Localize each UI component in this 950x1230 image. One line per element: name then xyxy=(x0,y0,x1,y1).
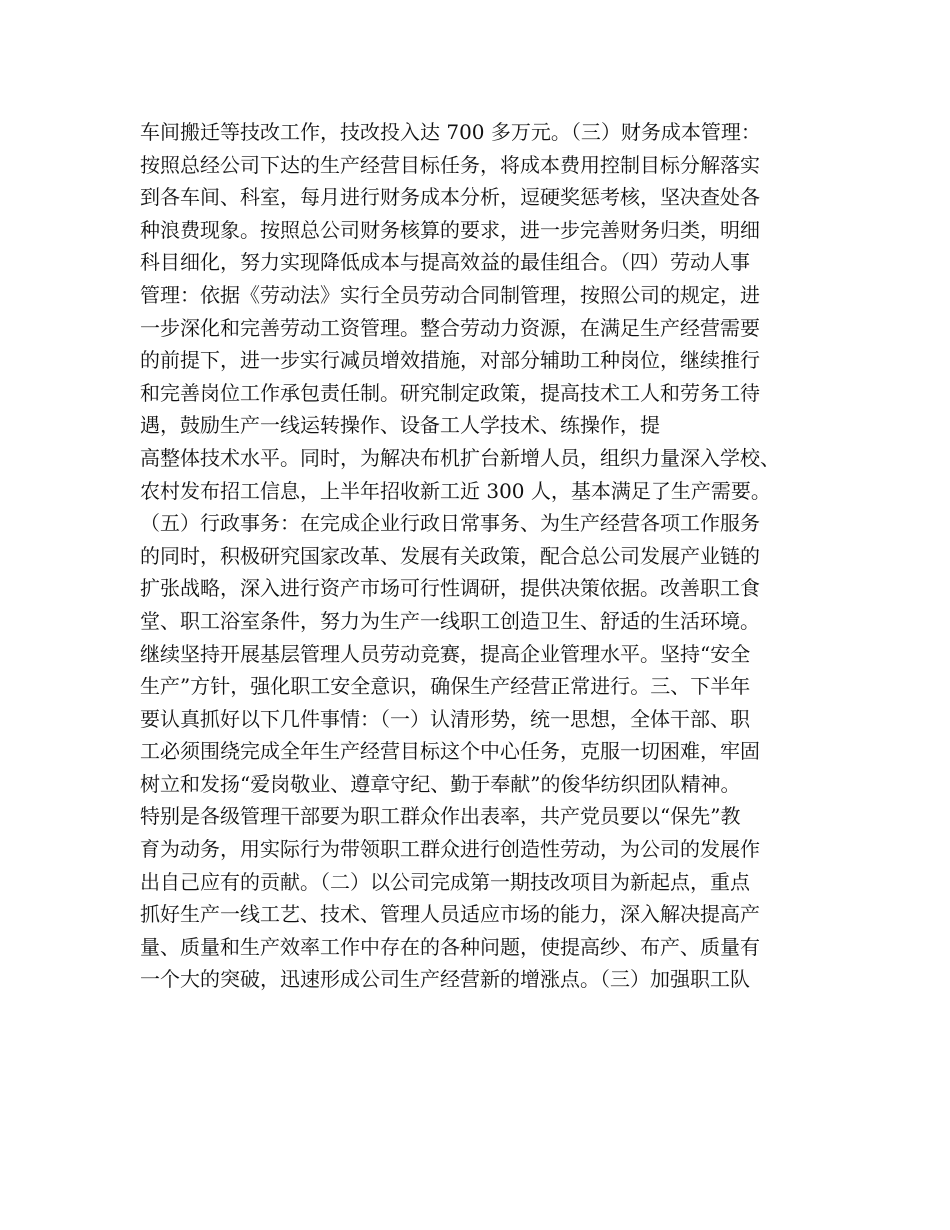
body-text xyxy=(140,116,830,996)
text-line-27: 一个大的突破，迅速形成公司生产经营新的增涨点。（三）加强职工队 xyxy=(140,967,750,992)
text-line-12: 农村发布招工信息，上半年招收新工近 300 人，基本满足了生产需要。 xyxy=(140,478,771,503)
text-line-7: 一步深化和完善劳动工资管理。整合劳动力资源，在满足生产经营需要 xyxy=(140,315,760,340)
text-line-20: 工必须围绕完成全年生产经营目标这个中心任务，克服一切困难，牢固 xyxy=(140,739,760,764)
text-line-21: 树立和发扬“爱岗敬业、遵章守纪、勤于奉献”的俊华纺织团队精神。 xyxy=(140,771,741,796)
text-line-25: 抓好生产一线工艺、技术、管理人员适应市场的能力，深入解决提高产 xyxy=(140,902,760,927)
text-line-10: 遇，鼓励生产一线运转操作、设备工人学技术、练操作，提 xyxy=(140,413,660,438)
text-line-22: 特别是各级管理干部要为职工群众作出表率，共产党员要以“保先”教 xyxy=(140,804,741,829)
text-line-3: 到各车间、科室，每月进行财务成本分析，逗硬奖惩考核，坚决查处各 xyxy=(140,185,760,210)
text-line-16: 堂、职工浴室条件，努力为生产一线职工创造卫生、舒适的生活环境。 xyxy=(140,608,760,633)
text-line-11: 高整体技术水平。同时，为解决布机扩台新增人员，组织力量深入学校、 xyxy=(140,445,780,470)
text-line-2: 按照总经公司下达的生产经营目标任务，将成本费用控制目标分解落实 xyxy=(140,152,760,177)
text-line-23: 育为动务，用实际行为带领职工群众进行创造性劳动，为公司的发展作 xyxy=(140,837,760,862)
text-line-18: 生产”方针，强化职工安全意识，确保生产经营正常进行。三、下半年 xyxy=(140,674,751,699)
text-line-24: 出自己应有的贡献。（二）以公司完成第一期技改项目为新起点，重点 xyxy=(140,869,750,894)
text-line-6: 管理：依据《劳动法》实行全员劳动合同制管理，按照公司的规定，进 xyxy=(140,282,760,307)
text-line-8: 的前提下，进一步实行减员增效措施，对部分辅助工种岗位，继续推行 xyxy=(140,348,760,373)
text-line-17: 继续坚持开展基层管理人员劳动竞赛，提高企业管理水平。坚持“安全 xyxy=(140,641,751,666)
text-line-19: 要认真抓好以下几件事情：（一）认清形势，统一思想，全体干部、职 xyxy=(140,706,750,731)
text-line-26: 量、质量和生产效率工作中存在的各种问题，使提高纱、布产、质量有 xyxy=(140,934,760,959)
text-line-5: 科目细化，努力实现降低成本与提高效益的最佳组合。（四）劳动人事 xyxy=(140,250,750,275)
text-line-1: 车间搬迁等技改工作，技改投入达 700 多万元。（三）财务成本管理： xyxy=(140,120,761,144)
text-line-4: 种浪费现象。按照总公司财务核算的要求，进一步完善财务归类，明细 xyxy=(140,217,760,242)
text-line-15: 扩张战略，深入进行资产市场可行性调研，提供决策依据。改善职工食 xyxy=(140,576,760,601)
text-line-9: 和完善岗位工作承包责任制。研究制定政策，提高技术工人和劳务工待 xyxy=(140,380,760,405)
text-line-13: （五）行政事务：在完成企业行政日常事务、为生产经营各项工作服务 xyxy=(140,511,760,536)
text-line-14: 的同时，积极研究国家改革、发展有关政策，配合总公司发展产业链的 xyxy=(140,543,760,568)
